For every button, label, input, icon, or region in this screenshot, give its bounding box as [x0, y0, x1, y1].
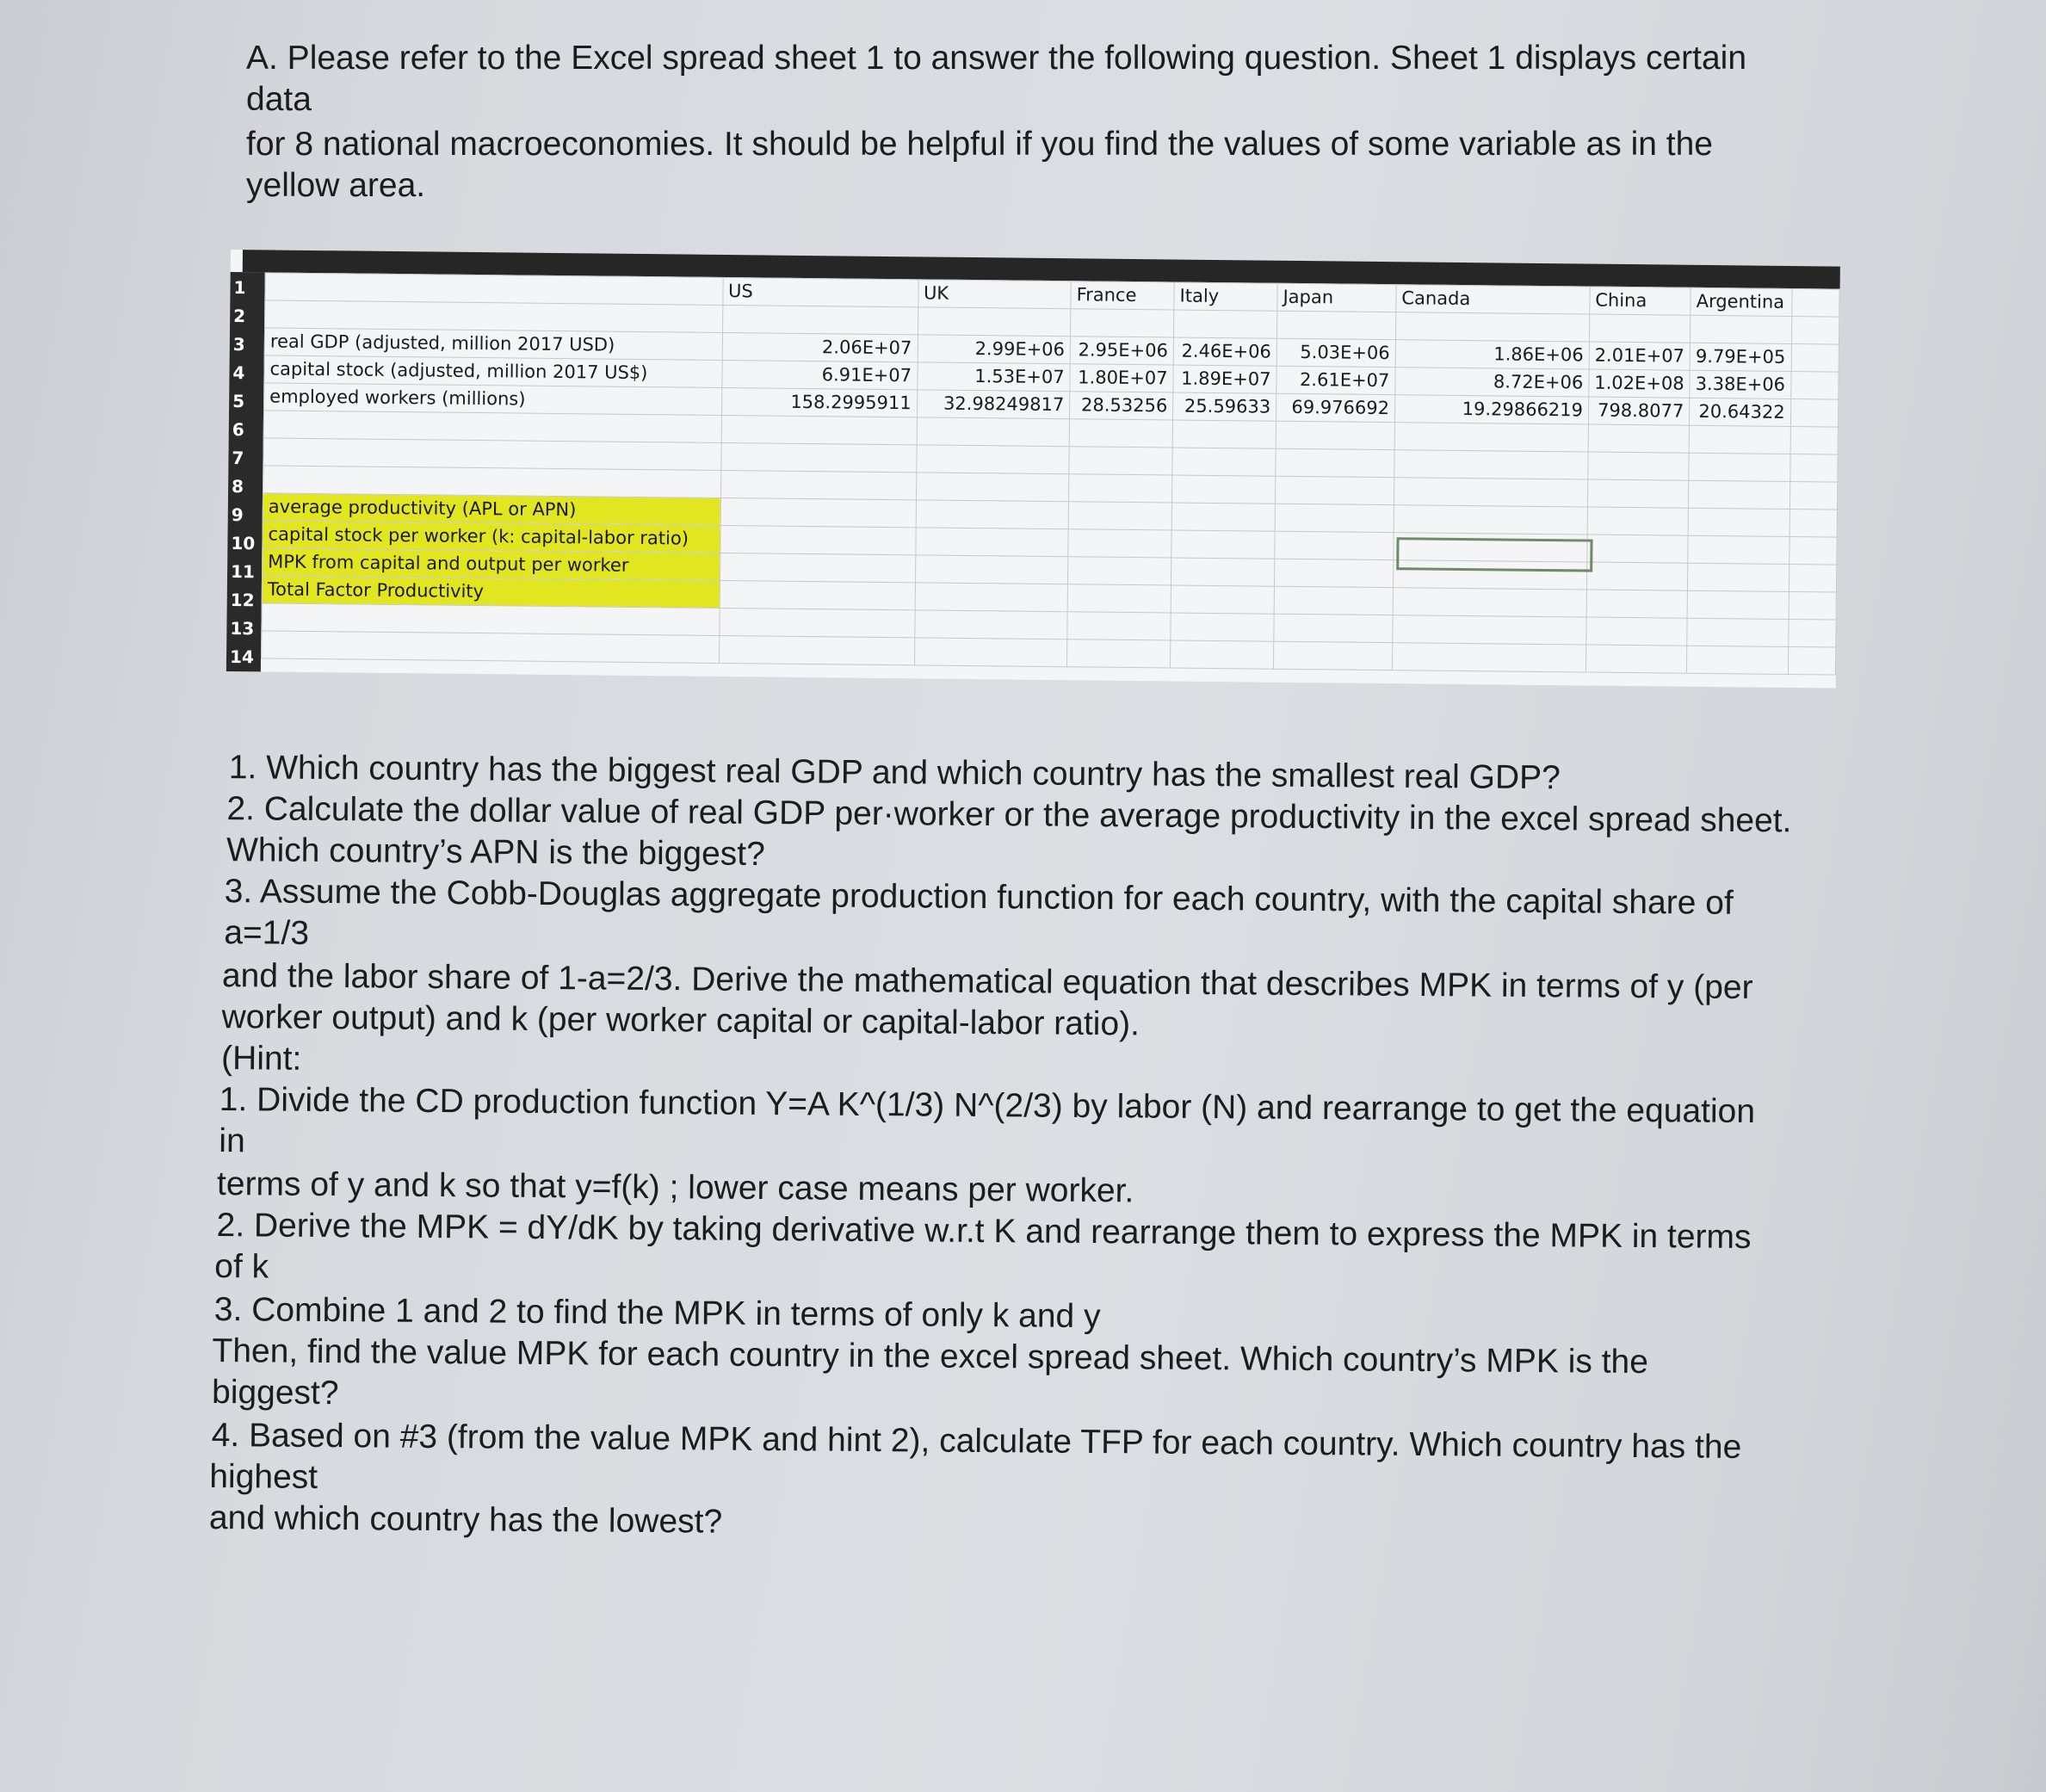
cell-empty[interactable]	[1394, 478, 1587, 507]
question-4-line-1: 4. Based on #3 (from the value MPK and hint 2), calculate TFP for each country. Which country has the	[211, 1416, 1742, 1466]
cell-empty[interactable]	[1394, 505, 1587, 535]
cell-empty[interactable]	[1171, 530, 1275, 559]
cell-empty[interactable]	[1688, 535, 1789, 564]
table-cell[interactable]: 2.95E+06	[1070, 337, 1173, 365]
table-cell[interactable]: 1.80E+07	[1070, 364, 1173, 392]
table-cell[interactable]: 2.99E+06	[918, 335, 1071, 364]
cell-empty[interactable]	[720, 580, 915, 609]
cell-empty[interactable]	[915, 528, 1068, 557]
intro-paragraph	[246, 38, 1813, 207]
highlighted-label[interactable]: MPK from capital and output per worker	[263, 548, 720, 581]
row-number: 11	[230, 561, 256, 583]
row-number: 7	[232, 448, 244, 469]
cell-empty[interactable]	[1274, 641, 1393, 670]
cell-empty[interactable]	[914, 610, 1067, 640]
table-cell[interactable]: 2.46E+06	[1173, 337, 1276, 366]
hint-1-line-3: terms of y and k so that y=f(k) ; lower case means per worker.	[216, 1165, 1134, 1210]
question-3-line-2: a=1/3	[224, 914, 310, 952]
cell-empty[interactable]	[1392, 643, 1585, 672]
cell-empty[interactable]	[720, 497, 916, 527]
row-number: 3	[232, 334, 245, 355]
cell-empty[interactable]	[1068, 557, 1171, 585]
cell-empty[interactable]	[914, 638, 1067, 667]
cell-empty[interactable]	[1275, 559, 1394, 587]
cell-empty[interactable]	[1393, 615, 1586, 645]
cell-empty[interactable]	[1394, 423, 1588, 452]
intro-line-4: yellow area.	[246, 167, 426, 204]
cell-empty[interactable]	[1689, 453, 1790, 481]
cell-empty[interactable]	[1588, 452, 1690, 480]
cell-empty[interactable]	[1587, 535, 1689, 563]
question-1: 1. Which country has the biggest real GDP and which country has the smallest real GDP?	[228, 749, 1561, 797]
cell-empty[interactable]	[1071, 309, 1174, 337]
cell-empty[interactable]	[1788, 619, 1836, 647]
question-4-line-2: highest	[209, 1457, 318, 1496]
cell-empty[interactable]	[917, 417, 1070, 447]
column-header-country[interactable]: China	[1590, 287, 1691, 315]
table-cell[interactable]: 20.64322	[1690, 398, 1791, 426]
table-cell[interactable]: 32.98249817	[917, 390, 1070, 419]
row-number: 5	[232, 391, 245, 412]
cell-empty[interactable]	[1586, 562, 1688, 590]
cell-empty[interactable]	[1687, 590, 1789, 619]
cell-empty[interactable]	[1789, 536, 1837, 565]
cell-empty[interactable]	[916, 473, 1069, 502]
table-cell[interactable]: 798.8077	[1588, 397, 1690, 425]
questions-section	[209, 747, 1851, 1552]
question-2-line-1: 2. Calculate the dollar value of real GDP per·worker or the average productivity in the excel spread sheet.	[226, 790, 1792, 840]
cell-empty[interactable]	[1069, 419, 1172, 448]
cell-empty[interactable]	[1068, 529, 1171, 558]
row-number: 14	[229, 646, 255, 668]
cell-empty[interactable]	[1689, 425, 1790, 454]
cell-empty[interactable]	[1067, 584, 1171, 613]
cell-empty[interactable]	[1069, 447, 1172, 475]
cell-empty[interactable]	[719, 635, 914, 664]
highlighted-label[interactable]: average productivity (APL or APN)	[263, 493, 720, 526]
cell-empty[interactable]	[1067, 640, 1171, 668]
cell-empty[interactable]	[720, 442, 916, 472]
cell-empty[interactable]	[1587, 507, 1689, 535]
table-cell[interactable]: 6.91E+07	[721, 360, 917, 389]
hint-1-line-1: 1. Divide the CD production function Y=A K^(1/3) N^(2/3) by labor (N) and rearrange to get the equation	[219, 1081, 1756, 1131]
cell-empty[interactable]	[1689, 480, 1790, 509]
cell-empty[interactable]	[719, 608, 914, 637]
cell-empty[interactable]	[1069, 474, 1172, 503]
cell-empty[interactable]	[1277, 311, 1396, 339]
table-cell[interactable]: 25.59633	[1173, 392, 1276, 421]
cell-empty[interactable]	[1688, 508, 1789, 536]
table-cell[interactable]: 2.01E+07	[1589, 342, 1691, 370]
highlighted-label[interactable]: capital stock per worker (k: capital-labor ratio)	[263, 521, 720, 553]
cell-empty[interactable]	[1275, 531, 1394, 559]
cell-empty[interactable]	[1067, 612, 1171, 640]
cell-empty[interactable]	[1789, 564, 1837, 592]
cell-empty[interactable]	[1171, 503, 1275, 531]
row-number: 12	[230, 590, 255, 611]
cell-empty[interactable]	[1586, 617, 1688, 646]
table-cell[interactable]: 8.72E+06	[1395, 368, 1589, 397]
cell-empty[interactable]	[262, 631, 720, 664]
row-number: 1	[233, 277, 246, 299]
table-cell[interactable]: 19.29866219	[1394, 395, 1588, 424]
cell-empty[interactable]	[722, 305, 918, 334]
row-number-column	[226, 272, 265, 671]
cell-empty[interactable]	[1687, 646, 1789, 674]
row-number: 8	[231, 476, 244, 497]
column-header-country[interactable]: UK	[918, 280, 1071, 309]
cell-empty[interactable]	[915, 555, 1068, 584]
cell-empty[interactable]	[916, 445, 1069, 474]
hint-1-line-2: in	[219, 1122, 245, 1160]
row-number: 6	[232, 419, 244, 441]
cell-empty[interactable]	[1687, 618, 1789, 646]
column-header-country[interactable]: Argentina	[1691, 287, 1792, 316]
table-cell[interactable]: 3.38E+06	[1690, 370, 1791, 399]
cell-empty[interactable]	[1172, 420, 1276, 448]
table-cell[interactable]: 69.976692	[1276, 393, 1395, 422]
cell-empty[interactable]	[1585, 645, 1687, 673]
column-header-country[interactable]: Italy	[1174, 282, 1277, 311]
cell-empty[interactable]	[1274, 614, 1393, 642]
column-header-country[interactable]: Canada	[1396, 285, 1590, 314]
cell-empty[interactable]	[1789, 454, 1838, 482]
hint-2-line-1: 2. Derive the MPK = dY/dK by taking derivative w.r.t K and rearrange them to express the MPK in terms	[216, 1207, 1752, 1257]
cell-empty[interactable]	[1788, 646, 1836, 675]
column-header-country[interactable]: Japan	[1277, 283, 1396, 312]
table-cell[interactable]: 1.02E+08	[1589, 369, 1691, 398]
cell-empty[interactable]	[1172, 475, 1276, 504]
cell-empty[interactable]	[1587, 479, 1689, 508]
table-cell[interactable]: 9.79E+05	[1690, 343, 1791, 371]
cell-empty[interactable]	[1275, 504, 1394, 532]
cell-empty[interactable]	[720, 525, 915, 554]
row-label[interactable]: employed workers (millions)	[264, 383, 722, 416]
cell-empty[interactable]	[1171, 585, 1274, 614]
cell-empty[interactable]	[1791, 343, 1839, 372]
table-cell[interactable]: 1.89E+07	[1173, 365, 1276, 393]
intro-line-3: for 8 national macroeconomies. It should be helpful if you find the values of some variable as in the	[246, 126, 1713, 163]
cell-empty[interactable]	[1276, 476, 1394, 504]
row-label[interactable]: real GDP (adjusted, million 2017 USD)	[264, 328, 722, 361]
table-cell[interactable]: 1.53E+07	[917, 362, 1070, 392]
cell-empty[interactable]	[1276, 421, 1394, 449]
cell-empty[interactable]	[1588, 424, 1690, 453]
cell-empty[interactable]	[916, 500, 1069, 529]
highlighted-label[interactable]: Total Factor Productivity	[262, 576, 720, 609]
cell-empty[interactable]	[1274, 586, 1393, 615]
question-4-line-3: and which country has the lowest?	[208, 1498, 723, 1541]
question-2-line-2: Which country’s APN is the biggest?	[226, 831, 765, 874]
cell-empty[interactable]	[1586, 590, 1688, 618]
spreadsheet-image	[226, 250, 1840, 689]
cell-empty[interactable]	[1393, 588, 1586, 617]
table-cell[interactable]: 2.61E+07	[1276, 366, 1395, 394]
row-number: 10	[231, 533, 256, 554]
selected-cell-outline[interactable]	[1396, 537, 1592, 572]
cell-empty[interactable]	[1172, 448, 1276, 476]
data-table	[261, 272, 1840, 675]
hint-3: 3. Combine 1 and 2 to find the MPK in terms of only k and y	[213, 1291, 1101, 1336]
cell-empty[interactable]	[1171, 558, 1275, 586]
row-number: 9	[231, 504, 244, 526]
cell-empty[interactable]	[721, 415, 917, 444]
cell-empty[interactable]	[1789, 591, 1837, 620]
cell-empty[interactable]	[1789, 481, 1838, 510]
cell-empty[interactable]	[1395, 312, 1589, 342]
question-3-line-1: 3. Assume the Cobb-Douglas aggregate production function for each country, with the capital share of	[224, 873, 1734, 922]
column-header-country[interactable]: France	[1071, 281, 1174, 310]
cell-empty[interactable]	[1790, 426, 1839, 454]
row-number: 2	[233, 306, 246, 327]
cell-empty[interactable]	[1394, 450, 1588, 479]
cell-empty[interactable]	[1688, 563, 1789, 591]
column-header-country[interactable]: US	[722, 277, 918, 306]
cell-empty[interactable]	[1790, 371, 1839, 399]
row-number: 4	[232, 362, 245, 384]
table-cell[interactable]: 28.53256	[1070, 392, 1173, 420]
cell-empty[interactable]	[915, 583, 1068, 612]
cell-empty[interactable]	[720, 553, 915, 582]
intro-line-1: A. Please refer to the Excel spread sheet 1 to answer the following question. Sheet 1 displays certain	[246, 40, 1747, 77]
question-3-line-3: and the labor share of 1-a=2/3. Derive the mathematical equation that describes MPK in terms of y (per	[221, 957, 1753, 1007]
cell-empty[interactable]	[1171, 613, 1274, 641]
table-cell[interactable]: 5.03E+06	[1276, 338, 1395, 367]
cell-empty[interactable]	[1068, 502, 1171, 530]
cell-empty[interactable]	[1171, 640, 1274, 669]
cell-empty[interactable]	[1791, 316, 1839, 344]
cell-empty[interactable]	[1691, 315, 1792, 343]
table-cell[interactable]: 158.2995911	[721, 387, 917, 417]
cell-empty[interactable]	[918, 307, 1071, 337]
table-cell[interactable]: 1.86E+06	[1395, 340, 1589, 369]
hint-label: (Hint:	[220, 1040, 302, 1078]
then-line-2: biggest?	[211, 1373, 339, 1412]
question-3-line-4: worker output) and k (per worker capital or capital-labor ratio).	[221, 998, 1140, 1043]
cell-empty[interactable]	[1276, 448, 1394, 477]
cell-empty[interactable]	[1589, 314, 1691, 343]
row-label[interactable]: capital stock (adjusted, million 2017 US$)	[264, 355, 722, 388]
row-number: 13	[230, 618, 255, 640]
intro-line-2: data	[246, 81, 312, 118]
hint-2-line-2: of k	[214, 1248, 269, 1286]
then-line-1: Then, find the value MPK for each country in the excel spread sheet. Which country’s MPK is the	[212, 1332, 1649, 1381]
cell-empty[interactable]	[720, 470, 916, 499]
cell-empty[interactable]	[1174, 310, 1277, 338]
table-cell[interactable]: 2.06E+07	[722, 332, 918, 361]
cell-empty[interactable]	[1789, 509, 1838, 537]
cell-empty[interactable]	[1790, 399, 1839, 427]
cell-empty[interactable]	[1791, 288, 1839, 317]
